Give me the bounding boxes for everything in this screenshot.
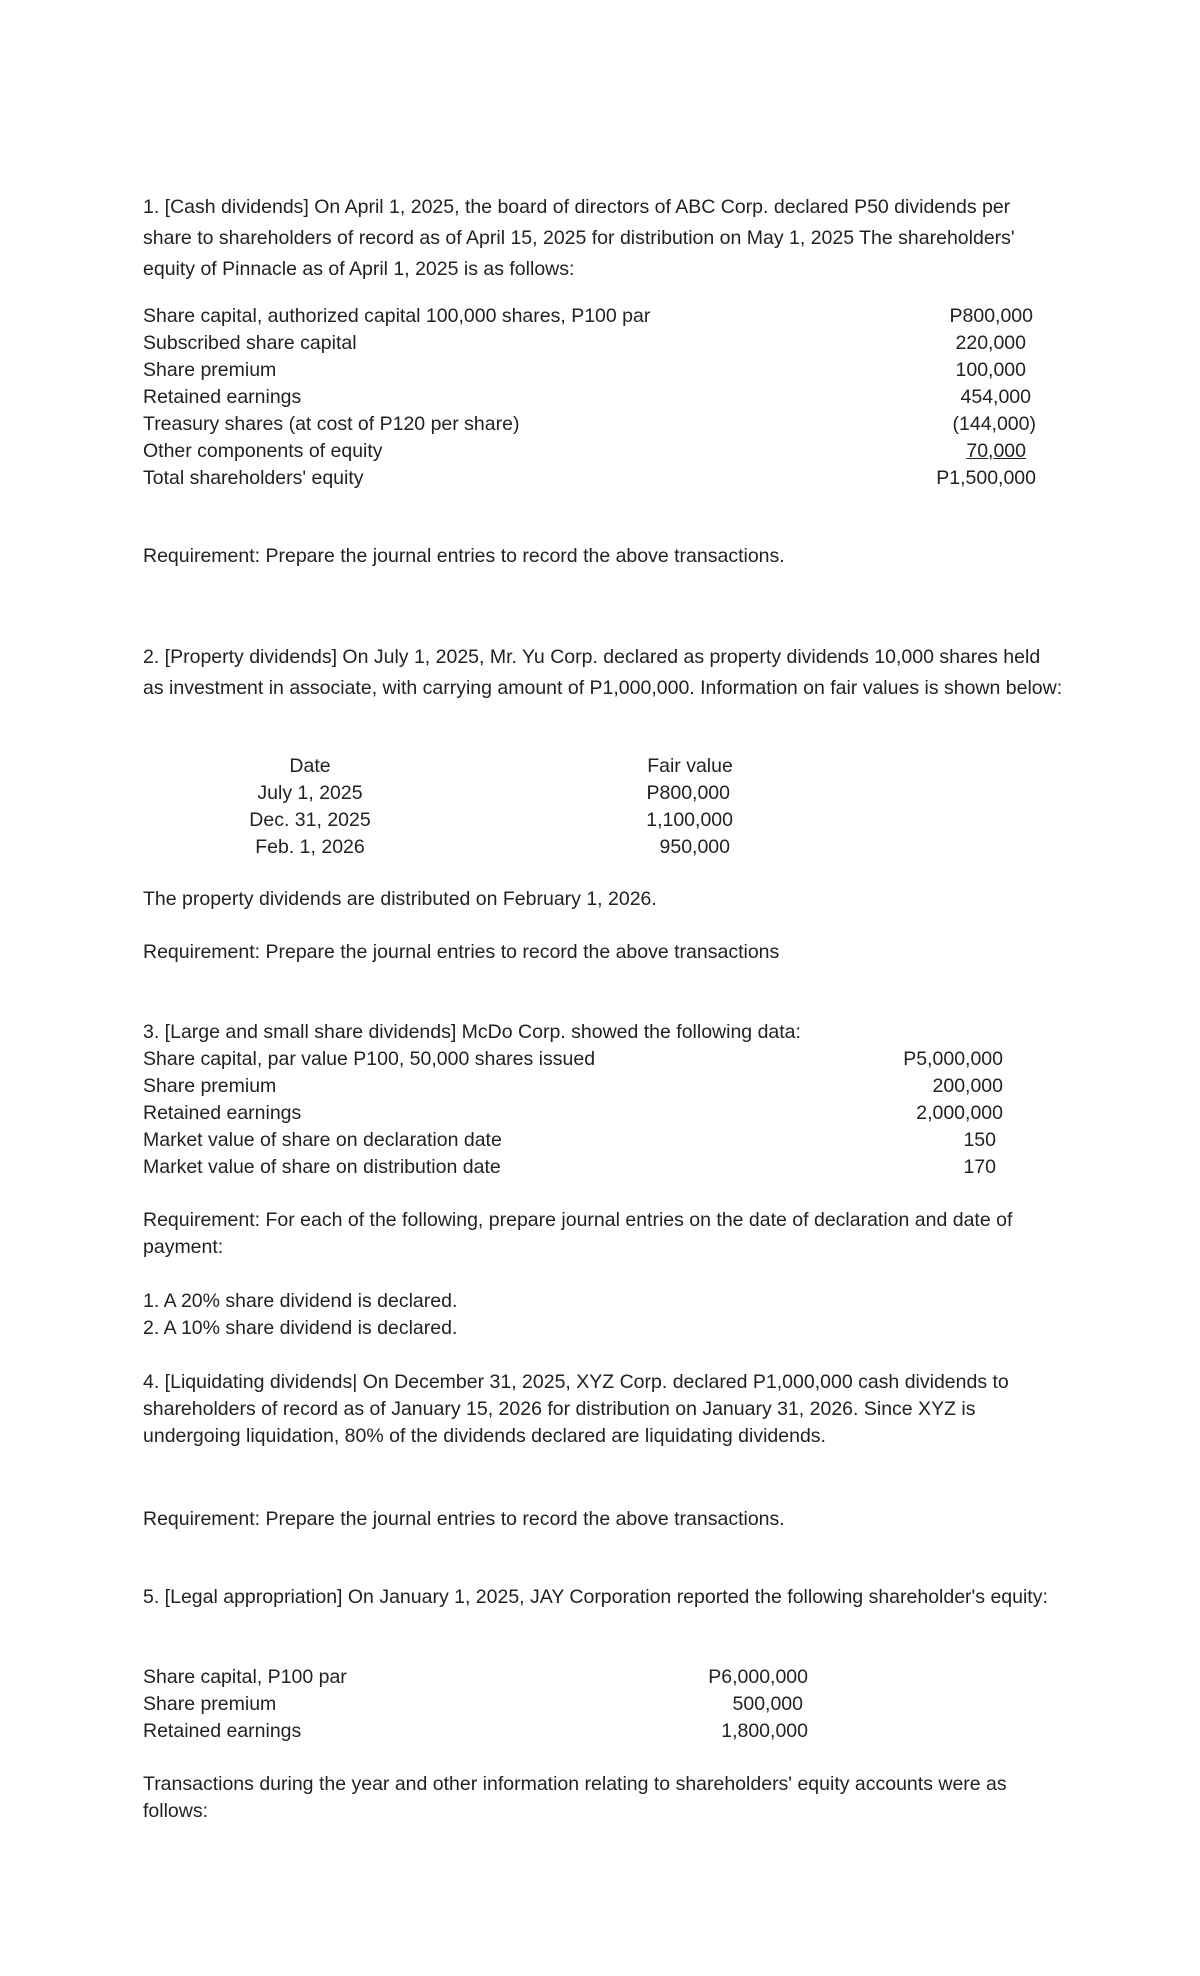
p2-date-header: Date (289, 755, 331, 777)
p2-date-cell: Dec. 31, 2025 (249, 809, 371, 831)
p3-row-value: 150 (963, 1129, 996, 1151)
p3-row-label: Share premium (143, 1075, 277, 1097)
p3-row-label: Market value of share on distribution date (143, 1156, 501, 1178)
p1-row-label: Treasury shares (at cost of P120 per share) (143, 413, 520, 435)
p3-row-value: 170 (963, 1156, 996, 1178)
problem-4-intro: 4. [Liquidating dividends| On December 31, 2025, XYZ Corp. declared P1,000,000 cash dividends to shareholders of record as of January 15, 2026 for distribution on January 31, 2026. Since XYZ is undergoing liquidation, 80% of the dividends declared are liquidating dividends. (143, 1371, 1009, 1447)
p1-row-value: P1,500,000 (936, 467, 1036, 489)
p2-fair-value-cell: 950,000 (659, 836, 730, 858)
p2-date-cell: Feb. 1, 2026 (255, 836, 365, 858)
p1-row-label: Total shareholders' equity (143, 467, 364, 489)
problem-3-intro: 3. [Large and small share dividends] McDo Corp. showed the following data: (143, 1021, 801, 1043)
p1-row-label: Subscribed share capital (143, 332, 357, 354)
p5-row-label: Retained earnings (143, 1720, 302, 1742)
p5-row-label: Share premium (143, 1693, 277, 1715)
p1-row-label: Share capital, authorized capital 100,000 shares, P100 par (143, 305, 651, 327)
p1-row-value: 100,000 (955, 359, 1026, 381)
p1-row-value: 220,000 (955, 332, 1026, 354)
p1-row-label: Share premium (143, 359, 277, 381)
p1-row-value: P800,000 (949, 305, 1033, 327)
p3-row-label: Share capital, par value P100, 50,000 shares issued (143, 1048, 596, 1070)
problem-5-intro: 5. [Legal appropriation] On January 1, 2025, JAY Corporation reported the following shareholder's equity: (143, 1586, 1048, 1608)
problem-2-distribution: The property dividends are distributed on February 1, 2026. (143, 888, 657, 910)
problem-4-requirement: Requirement: Prepare the journal entries to record the above transactions. (143, 1508, 785, 1530)
p3-row-label: Market value of share on declaration date (143, 1129, 502, 1151)
p5-row-value: P6,000,000 (708, 1666, 808, 1688)
p2-date-cell: July 1, 2025 (257, 782, 363, 804)
p1-row-value: (144,000) (952, 413, 1036, 435)
p5-row-label: Share capital, P100 par (143, 1666, 347, 1688)
p3-row-value: P5,000,000 (903, 1048, 1003, 1070)
p3-row-value: 200,000 (932, 1075, 1003, 1097)
p3-row-label: Retained earnings (143, 1102, 302, 1124)
p2-fair-value-cell: P800,000 (646, 782, 730, 804)
p3-list-item: 2. A 10% share dividend is declared. (143, 1317, 458, 1339)
p1-row-label: Other components of equity (143, 440, 383, 462)
p5-row-value: 500,000 (732, 1693, 803, 1715)
p1-row-value: 454,000 (960, 386, 1031, 408)
p1-row-value: 70,000 (966, 440, 1026, 462)
p2-fair-value-header: Fair value (647, 755, 733, 777)
problem-1-intro: 1. [Cash dividends] On April 1, 2025, the board of directors of ABC Corp. declared P50 dividends per share to shareholders of record as of April 15, 2025 for distribution on May 1, 2025 The shareholders' equity of Pinnacle as of April 1, 2025 is as follows: (143, 196, 1015, 280)
problem-2-intro: 2. [Property dividends] On July 1, 2025, Mr. Yu Corp. declared as property dividends 10,000 shares held as investment in associate, with carrying amount of P1,000,000. Information on fair values is shown below: (143, 646, 1063, 699)
p3-row-value: 2,000,000 (916, 1102, 1003, 1124)
p3-list-item: 1. A 20% share dividend is declared. (143, 1290, 458, 1312)
p2-fair-value-cell: 1,100,000 (646, 809, 733, 831)
problem-2-requirement: Requirement: Prepare the journal entries to record the above transactions (143, 941, 780, 963)
problem-3-requirement: Requirement: For each of the following, prepare journal entries on the date of declaration and date of payment: (143, 1209, 1013, 1258)
p1-row-label: Retained earnings (143, 386, 302, 408)
p5-row-value: 1,800,000 (721, 1720, 808, 1742)
problem-5-transactions: Transactions during the year and other information relating to shareholders' equity accounts were as follows: (143, 1773, 1007, 1822)
problem-1-requirement: Requirement: Prepare the journal entries to record the above transactions. (143, 545, 785, 567)
